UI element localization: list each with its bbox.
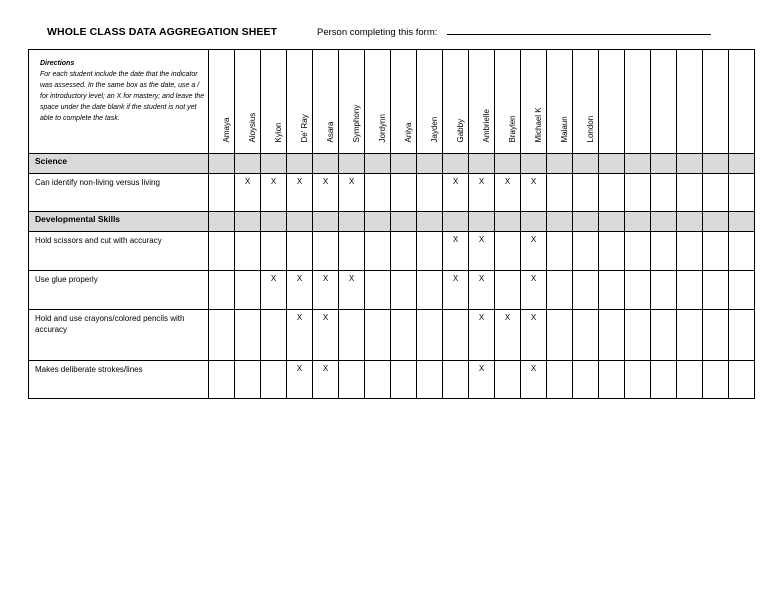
assessment-cell[interactable] xyxy=(547,232,573,271)
section-header-cell xyxy=(521,154,547,174)
assessment-cell[interactable] xyxy=(209,232,235,271)
section-header-cell xyxy=(495,154,521,174)
student-name: Jordynn xyxy=(377,114,387,143)
assessment-cell[interactable] xyxy=(443,310,469,361)
directions-cell xyxy=(29,50,209,154)
section-header-cell xyxy=(651,212,677,232)
assessment-cell[interactable]: X xyxy=(469,232,495,271)
student-name-header xyxy=(469,50,495,154)
student-name: Symphony xyxy=(351,104,361,143)
assessment-cell[interactable] xyxy=(209,271,235,310)
assessment-cell[interactable] xyxy=(261,310,287,361)
student-name: Michael K xyxy=(533,107,543,143)
assessment-cell[interactable]: X xyxy=(339,174,365,212)
student-name-header xyxy=(365,50,391,154)
assessment-cell[interactable] xyxy=(417,310,443,361)
assessment-cell[interactable] xyxy=(547,174,573,212)
assessment-cell[interactable]: X xyxy=(469,361,495,399)
section-header-cell xyxy=(495,212,521,232)
indicator-row xyxy=(29,361,755,399)
assessment-cell[interactable] xyxy=(235,361,261,399)
section-header-cell xyxy=(235,154,261,174)
indicator-label: Hold scissors and cut with accuracy xyxy=(29,232,209,271)
student-name-header xyxy=(547,50,573,154)
section-header-cell xyxy=(469,154,495,174)
assessment-cell[interactable]: X xyxy=(521,174,547,212)
section-header-cell xyxy=(261,154,287,174)
assessment-cell[interactable] xyxy=(391,361,417,399)
assessment-cell[interactable] xyxy=(703,174,729,212)
student-name-header xyxy=(443,50,469,154)
student-name: Braylen xyxy=(507,115,517,143)
student-name: Aloysius xyxy=(247,112,257,143)
sheet-title: WHOLE CLASS DATA AGGREGATION SHEET xyxy=(47,26,278,38)
assessment-cell[interactable] xyxy=(261,361,287,399)
assessment-cell[interactable] xyxy=(209,174,235,212)
assessment-cell[interactable]: X xyxy=(521,361,547,399)
section-header-row xyxy=(29,212,755,232)
assessment-cell[interactable] xyxy=(235,232,261,271)
student-name-header xyxy=(521,50,547,154)
assessment-cell[interactable] xyxy=(365,361,391,399)
student-name: Malaun xyxy=(559,116,569,143)
section-header-cell xyxy=(729,212,755,232)
assessment-cell[interactable]: X xyxy=(287,361,313,399)
assessment-cell[interactable]: X xyxy=(313,310,339,361)
assessment-cell[interactable] xyxy=(729,174,755,212)
assessment-cell[interactable] xyxy=(495,271,521,310)
directions-text: For each student include the date that the indicator was assessed. In the same box as the date, use a / for introductory level; an X for mastery; and leave the space under the date blank if the student is not yet able to complete the task. xyxy=(40,71,205,122)
section-header-cell xyxy=(287,212,313,232)
assessment-cell[interactable] xyxy=(651,361,677,399)
indicator-label: Hold and use crayons/colored pencils with accuracy xyxy=(29,310,209,361)
student-name-header xyxy=(235,50,261,154)
section-title: Science xyxy=(29,154,209,174)
student-name-header xyxy=(703,50,729,154)
section-header-cell xyxy=(365,212,391,232)
indicator-row xyxy=(29,310,755,361)
section-header-cell xyxy=(235,212,261,232)
assessment-cell[interactable] xyxy=(261,232,287,271)
assessment-cell[interactable] xyxy=(703,271,729,310)
section-header-cell xyxy=(261,212,287,232)
assessment-cell[interactable] xyxy=(547,271,573,310)
indicator-row xyxy=(29,232,755,271)
assessment-cell[interactable] xyxy=(703,232,729,271)
section-title: Developmental Skills xyxy=(29,212,209,232)
assessment-cell[interactable] xyxy=(625,174,651,212)
section-header-cell xyxy=(703,212,729,232)
student-name: Jayden xyxy=(429,116,439,143)
student-name: Asara xyxy=(325,121,335,143)
assessment-cell[interactable] xyxy=(625,271,651,310)
assessment-cell[interactable] xyxy=(651,232,677,271)
student-name-header xyxy=(651,50,677,154)
section-header-cell xyxy=(339,212,365,232)
section-header-cell xyxy=(625,212,651,232)
student-name-header xyxy=(599,50,625,154)
assessment-cell[interactable] xyxy=(703,310,729,361)
indicator-label: Makes deliberate strokes/lines xyxy=(29,361,209,399)
student-name-header xyxy=(261,50,287,154)
assessment-cell[interactable] xyxy=(599,361,625,399)
assessment-cell[interactable] xyxy=(443,361,469,399)
assessment-cell[interactable]: X xyxy=(287,310,313,361)
section-header-cell xyxy=(625,154,651,174)
assessment-cell[interactable] xyxy=(235,310,261,361)
assessment-cell[interactable] xyxy=(391,310,417,361)
assessment-cell[interactable] xyxy=(599,271,625,310)
assessment-cell[interactable] xyxy=(599,174,625,212)
assessment-cell[interactable] xyxy=(391,232,417,271)
assessment-cell[interactable] xyxy=(235,271,261,310)
student-name-header xyxy=(313,50,339,154)
assessment-cell[interactable]: X xyxy=(313,271,339,310)
student-name-header xyxy=(391,50,417,154)
section-header-cell xyxy=(521,212,547,232)
assessment-cell[interactable]: X xyxy=(443,232,469,271)
assessment-cell[interactable] xyxy=(391,174,417,212)
assessment-cell[interactable] xyxy=(417,232,443,271)
assessment-cell[interactable]: X xyxy=(521,310,547,361)
assessment-cell[interactable]: X xyxy=(287,174,313,212)
assessment-cell[interactable]: X xyxy=(469,310,495,361)
section-header-cell xyxy=(469,212,495,232)
assessment-cell[interactable] xyxy=(651,271,677,310)
section-header-cell xyxy=(443,154,469,174)
assessment-cell[interactable]: X xyxy=(495,174,521,212)
indicator-label: Use glue properly xyxy=(29,271,209,310)
assessment-cell[interactable] xyxy=(573,271,599,310)
student-name-header xyxy=(573,50,599,154)
student-name-header xyxy=(417,50,443,154)
section-header-cell xyxy=(313,154,339,174)
section-header-cell xyxy=(313,212,339,232)
assessment-cell[interactable] xyxy=(703,361,729,399)
section-header-cell xyxy=(573,154,599,174)
assessment-cell[interactable] xyxy=(417,361,443,399)
student-name: Amaya xyxy=(221,117,231,143)
assessment-cell[interactable] xyxy=(677,361,703,399)
assessment-cell[interactable] xyxy=(547,310,573,361)
assessment-cell[interactable]: X xyxy=(287,271,313,310)
section-header-cell xyxy=(209,154,235,174)
assessment-cell[interactable] xyxy=(365,232,391,271)
assessment-cell[interactable]: X xyxy=(443,271,469,310)
section-header-cell xyxy=(729,154,755,174)
student-name-header xyxy=(495,50,521,154)
indicator-row xyxy=(29,174,755,212)
section-header-cell xyxy=(339,154,365,174)
student-name-header xyxy=(287,50,313,154)
assessment-cell[interactable] xyxy=(365,174,391,212)
assessment-cell[interactable]: X xyxy=(261,174,287,212)
assessment-cell[interactable] xyxy=(573,232,599,271)
assessment-cell[interactable]: X xyxy=(521,232,547,271)
assessment-cell[interactable] xyxy=(573,361,599,399)
assessment-cell[interactable] xyxy=(599,310,625,361)
assessment-cell[interactable] xyxy=(625,361,651,399)
section-header-cell xyxy=(417,212,443,232)
section-header-cell xyxy=(209,212,235,232)
assessment-cell[interactable] xyxy=(729,310,755,361)
assessment-cell[interactable] xyxy=(209,310,235,361)
assessment-cell[interactable]: X xyxy=(313,174,339,212)
student-name-header xyxy=(209,50,235,154)
assessment-cell[interactable] xyxy=(625,232,651,271)
assessment-cell[interactable] xyxy=(677,271,703,310)
section-header-cell xyxy=(599,154,625,174)
assessment-cell[interactable] xyxy=(573,174,599,212)
assessment-cell[interactable] xyxy=(729,232,755,271)
sheet-header xyxy=(0,0,768,48)
assessment-cell[interactable]: X xyxy=(235,174,261,212)
student-name-header xyxy=(729,50,755,154)
section-header-row xyxy=(29,154,755,174)
assessment-cell[interactable] xyxy=(495,361,521,399)
section-header-cell xyxy=(365,154,391,174)
aggregation-table xyxy=(28,49,755,399)
person-completing-field[interactable] xyxy=(447,34,711,35)
assessment-cell[interactable] xyxy=(547,361,573,399)
student-name: Aniya xyxy=(403,122,413,143)
student-name-header xyxy=(677,50,703,154)
assessment-cell[interactable] xyxy=(339,361,365,399)
assessment-cell[interactable] xyxy=(599,232,625,271)
assessment-cell[interactable] xyxy=(287,232,313,271)
assessment-cell[interactable]: X xyxy=(469,271,495,310)
section-header-cell xyxy=(443,212,469,232)
assessment-cell[interactable] xyxy=(573,310,599,361)
section-header-cell xyxy=(287,154,313,174)
student-name: De' Ray xyxy=(299,114,309,143)
assessment-cell[interactable]: X xyxy=(495,310,521,361)
indicator-label: Can identify non-living versus living xyxy=(29,174,209,212)
assessment-cell[interactable]: X xyxy=(443,174,469,212)
assessment-cell[interactable] xyxy=(651,174,677,212)
assessment-cell[interactable] xyxy=(313,232,339,271)
section-header-cell xyxy=(677,212,703,232)
assessment-cell[interactable] xyxy=(677,232,703,271)
assessment-cell[interactable] xyxy=(417,174,443,212)
student-name-header xyxy=(339,50,365,154)
assessment-cell[interactable] xyxy=(677,174,703,212)
section-header-cell xyxy=(651,154,677,174)
person-completing-label: Person completing this form: xyxy=(317,27,438,38)
assessment-cell[interactable]: X xyxy=(339,271,365,310)
assessment-cell[interactable] xyxy=(625,310,651,361)
student-header-row xyxy=(29,50,755,154)
section-header-cell xyxy=(547,154,573,174)
assessment-cell[interactable] xyxy=(417,271,443,310)
assessment-cell[interactable]: X xyxy=(261,271,287,310)
assessment-cell[interactable] xyxy=(339,310,365,361)
assessment-cell[interactable] xyxy=(365,271,391,310)
section-header-cell xyxy=(573,212,599,232)
assessment-cell[interactable] xyxy=(729,271,755,310)
assessment-cell[interactable]: X xyxy=(469,174,495,212)
assessment-cell[interactable] xyxy=(209,361,235,399)
section-header-cell xyxy=(417,154,443,174)
assessment-cell[interactable] xyxy=(677,310,703,361)
section-header-cell xyxy=(547,212,573,232)
student-name: Ambrielle xyxy=(481,109,491,143)
student-name: Kyion xyxy=(273,122,283,143)
assessment-cell[interactable]: X xyxy=(313,361,339,399)
section-header-cell xyxy=(391,154,417,174)
student-name: London xyxy=(585,115,595,143)
directions-title: Directions xyxy=(40,60,75,67)
section-header-cell xyxy=(391,212,417,232)
assessment-cell[interactable] xyxy=(729,361,755,399)
student-name-header xyxy=(625,50,651,154)
assessment-cell[interactable]: X xyxy=(521,271,547,310)
section-header-cell xyxy=(703,154,729,174)
assessment-cell[interactable] xyxy=(651,310,677,361)
assessment-cell[interactable] xyxy=(365,310,391,361)
assessment-cell[interactable] xyxy=(495,232,521,271)
assessment-cell[interactable] xyxy=(339,232,365,271)
student-name: Gabby xyxy=(455,118,465,143)
section-header-cell xyxy=(599,212,625,232)
assessment-cell[interactable] xyxy=(391,271,417,310)
section-header-cell xyxy=(677,154,703,174)
indicator-row xyxy=(29,271,755,310)
